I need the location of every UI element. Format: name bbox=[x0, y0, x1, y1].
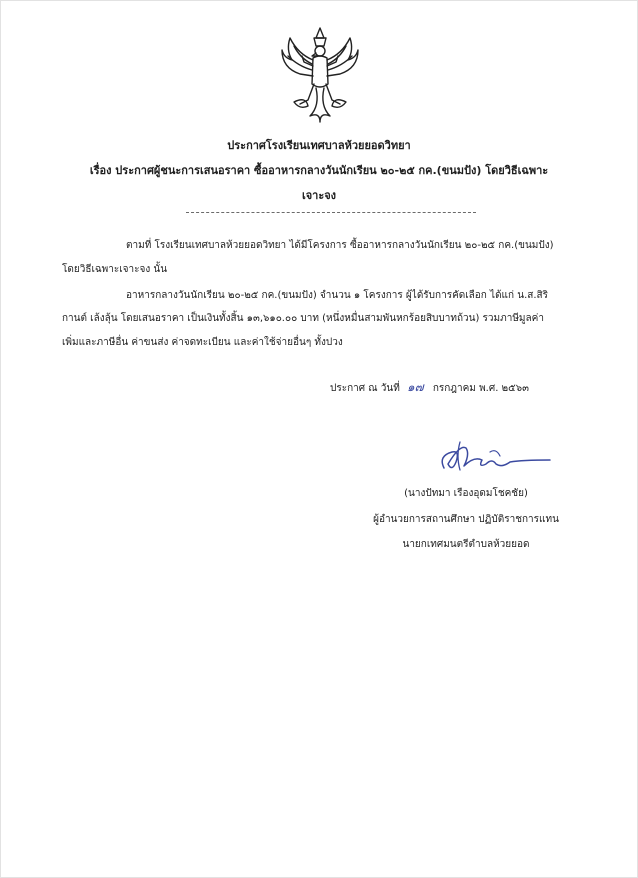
subject-line-continued: เจาะจง bbox=[301, 189, 337, 202]
announcement-day: ๑๗ bbox=[406, 380, 424, 394]
signer-name: (นางปัทมา เรืองอุดมโชคชัย) bbox=[404, 488, 528, 499]
announcement-date-suffix: กรกฎาคม พ.ศ. ๒๕๖๓ bbox=[432, 383, 529, 394]
paragraph-2-line-3: เพิ่มและภาษีอื่น ค่าขนส่ง ค่าจดทะเบียน และค่าใช้จ่ายอื่นๆ ทั้งปวง bbox=[62, 337, 343, 348]
document-title: ประกาศโรงเรียนเทศบาลห้วยยอดวิทยา bbox=[227, 139, 411, 152]
signature-icon bbox=[430, 438, 554, 478]
subject-line: เรื่อง ประกาศผู้ชนะการเสนอราคา ซื้ออาหารกลางวันนักเรียน ๒๐-๒๕ กค.(ขนมปัง) โดยวิธีเฉพาะ bbox=[89, 164, 549, 177]
paragraph-2-line-2: กานต์ เล้งลุ้น โดยเสนอราคา เป็นเงินทั้งสิ้น ๑๓,๖๑๐.๐๐ บาท (หนึ่งหมื่นสามพันหกร้อยสิบบาทถ้วน) รวมภาษีมูลค่า bbox=[62, 313, 544, 324]
signer-position-2: นายกเทศมนตรีตำบลห้วยยอด bbox=[402, 539, 530, 550]
signer-position: ผู้อำนวยการสถานศึกษา ปฏิบัติราชการแทน bbox=[373, 514, 559, 525]
paragraph-2-line-1: อาหารกลางวันนักเรียน ๒๐-๒๕ กค.(ขนมปัง) จำนวน ๑ โครงการ ผู้ได้รับการคัดเลือก ได้แก่ น.ส.สิริ bbox=[126, 290, 549, 301]
announcement-date-prefix: ประกาศ ณ วันที่ bbox=[330, 383, 400, 394]
paragraph-1-line-2: โดยวิธีเฉพาะเจาะจง นั้น bbox=[62, 264, 168, 275]
garuda-emblem-icon bbox=[280, 26, 360, 124]
paragraph-1-line-1: ตามที่ โรงเรียนเทศบาลห้วยยอดวิทยา ได้มีโครงการ ซื้ออาหารกลางวันนักเรียน ๒๐-๒๕ กค.(ขนมปัง) bbox=[126, 240, 554, 251]
announcement-date bbox=[330, 378, 529, 397]
title-divider bbox=[186, 212, 476, 213]
